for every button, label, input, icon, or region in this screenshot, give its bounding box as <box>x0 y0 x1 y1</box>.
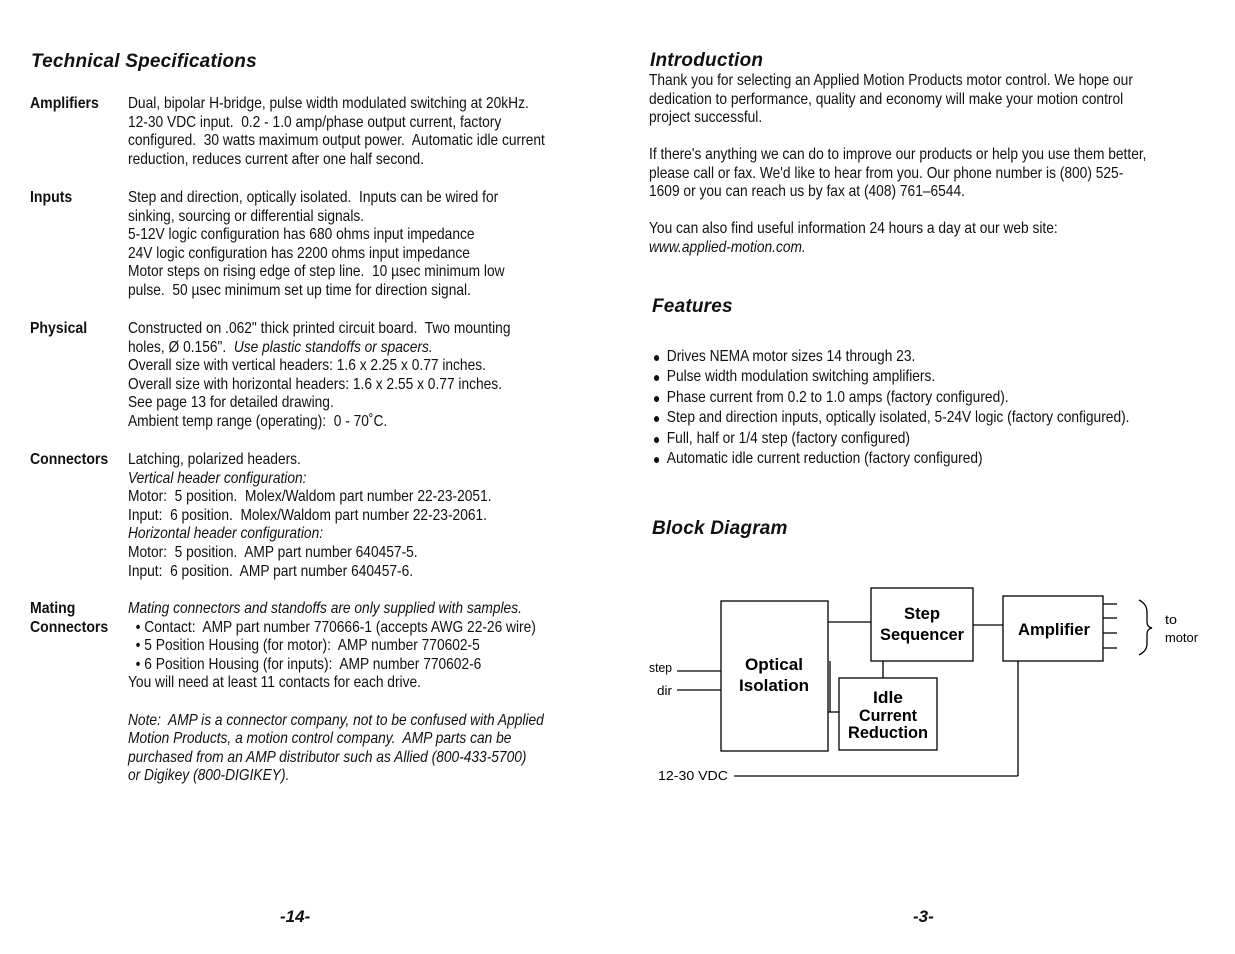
spec-line: Mating connectors and standoffs are only supplied with samples. <box>128 600 522 617</box>
spec-line: Ambient temp range (operating): 0 - 70˚C. <box>128 412 388 430</box>
spec-line: Overall size with horizontal headers: 1.6 x 2.55 x 0.77 inches. <box>128 375 503 393</box>
spec-line: Motor: 5 position. Molex/Waldom part number 22-23-2051. <box>128 488 492 506</box>
spec-line: Note: AMP is a connector company, not to be confused with Applied <box>128 711 544 729</box>
feature-item: ● Automatic idle current reduction (factory configured) <box>653 449 1130 469</box>
feature-item: ● Phase current from 0.2 to 1.0 amps (factory configured). <box>653 388 1130 408</box>
spec-text-physical <box>128 320 510 432</box>
page-number-left: -14- <box>280 907 311 926</box>
spec-line: Dual, bipolar H-bridge, pulse width modulated switching at 20kHz. <box>128 95 529 112</box>
spec-line: • 5 Position Housing (for motor): AMP number 770602-5 <box>128 637 480 655</box>
spec-line: purchased from an AMP distributor such as Allied (800-433-5700) <box>128 748 527 766</box>
web-url-link[interactable]: www.applied-motion.com. <box>649 238 806 256</box>
spec-line: holes, Ø 0.156". Use plastic standoffs or spacers. <box>128 338 433 356</box>
spec-line: 12-30 VDC input. 0.2 - 1.0 amp/phase output current, factory <box>128 113 502 131</box>
amplifier-label: Amplifier <box>1018 620 1091 639</box>
bullet-icon: ● <box>653 410 661 427</box>
spec-line: Motion Products, a motion control company. AMP parts can be <box>128 730 512 748</box>
spec-line: Input: 6 position. Molex/Waldom part number 22-23-2061. <box>128 506 487 524</box>
tech-spec-title: Technical Specifications <box>31 51 257 72</box>
spec-text-connectors <box>128 451 492 581</box>
spec-line: sinking, sourcing or differential signals. <box>128 207 365 225</box>
idle-label-1: Idle <box>873 688 903 707</box>
motor-label: motor <box>1165 630 1199 645</box>
sequencer-label-1: Step <box>904 604 940 623</box>
spec-text-inputs <box>128 189 505 301</box>
idle-label-3: Reduction <box>848 723 928 742</box>
right-page <box>617 0 1235 954</box>
spec-line: Overall size with vertical headers: 1.6 x 2.25 x 0.77 inches. <box>128 357 486 375</box>
spec-line: Motor steps on rising edge of step line. 10 µsec minimum low <box>128 263 505 281</box>
bullet-icon: ● <box>653 369 661 386</box>
spec-line: Step and direction, optically isolated. Inputs can be wired for <box>128 189 499 206</box>
feature-item: ● Pulse width modulation switching amplifiers. <box>653 367 1130 387</box>
spec-label-inputs: Inputs <box>30 189 73 206</box>
web-line: You can also find useful information 24 hours a day at our web site: <box>649 220 1058 237</box>
spec-line: Vertical header configuration: <box>128 469 307 487</box>
motor-brace <box>1139 600 1152 655</box>
spec-line: Latching, polarized headers. <box>128 451 301 468</box>
spec-label-physical: Physical <box>30 320 88 337</box>
contact-line: 1609 or you can reach us by fax at (408) 761–6544. <box>649 183 965 201</box>
bullet-icon: ● <box>653 389 661 406</box>
spec-label-connectors: Connectors <box>30 451 109 468</box>
spec-label-mating <box>30 600 108 637</box>
left-page <box>0 0 617 954</box>
page-number-right: -3- <box>913 907 934 926</box>
step-label: step <box>649 660 672 675</box>
feature-item: ● Full, half or 1/4 step (factory configured) <box>653 429 1130 449</box>
block-diagram <box>617 0 1235 954</box>
optical-label-1: Optical <box>745 655 803 674</box>
spec-line: Constructed on .062" thick printed circuit board. Two mounting <box>128 320 511 337</box>
spec-line: reduction, reduces current after one half second. <box>128 150 425 168</box>
spec-label-amplifiers: Amplifiers <box>30 95 99 112</box>
bullet-icon: ● <box>653 430 661 447</box>
vdc-label: 12-30 VDC <box>658 768 728 783</box>
spec-line: Horizontal header configuration: <box>128 525 324 543</box>
bullet-icon: ● <box>653 349 661 365</box>
mating-label-line2: Connectors <box>30 618 109 636</box>
dir-label: dir <box>657 683 673 698</box>
features-title: Features <box>652 296 733 317</box>
contact-line: If there's anything we can do to improve our products or help you use them better, <box>649 146 1147 163</box>
spec-line: 5-12V logic configuration has 680 ohms input impedance <box>128 226 475 244</box>
feature-item: ● Drives NEMA motor sizes 14 through 23. <box>653 347 1130 367</box>
spec-text-amplifiers <box>128 95 545 169</box>
sequencer-label-2: Sequencer <box>880 625 965 644</box>
spec-text-mating <box>128 600 544 786</box>
spec-line: You will need at least 11 contacts for each drive. <box>128 674 421 692</box>
intro-line: project successful. <box>649 109 763 127</box>
feature-item: ● Step and direction inputs, optically isolated, 5-24V logic (factory configured). <box>653 408 1130 428</box>
intro-line: dedication to performance, quality and economy will make your motion control <box>649 90 1124 108</box>
spec-line: 24V logic configuration has 2200 ohms input impedance <box>128 244 470 262</box>
optical-label-2: Isolation <box>739 676 809 695</box>
to-label: to <box>1165 612 1177 627</box>
spec-line: Motor: 5 position. AMP part number 640457-5. <box>128 543 418 561</box>
spec-line: or Digikey (800-DIGIKEY). <box>128 767 290 785</box>
spec-line: • 6 Position Housing (for inputs): AMP number 770602-6 <box>128 655 482 673</box>
mating-label-line1: Mating <box>30 600 76 617</box>
spec-line: See page 13 for detailed drawing. <box>128 394 334 412</box>
spec-line <box>128 693 544 712</box>
intro-title: Introduction <box>650 50 764 71</box>
idle-label-2: Current <box>859 706 918 725</box>
spec-line: pulse. 50 µsec minimum set up time for direction signal. <box>128 281 471 299</box>
contact-line: please call or fax. We'd like to hear from you. Our phone number is (800) 525- <box>649 164 1124 182</box>
spec-line: Input: 6 position. AMP part number 640457-6. <box>128 562 414 580</box>
intro-line: Thank you for selecting an Applied Motion Products motor control. We hope our <box>649 72 1133 89</box>
bullet-icon: ● <box>653 451 661 468</box>
spec-line: configured. 30 watts maximum output power. Automatic idle current <box>128 132 545 150</box>
spec-line: • Contact: AMP part number 770666-1 (accepts AWG 22-26 wire) <box>128 618 536 636</box>
block-diagram-title: Block Diagram <box>652 518 788 539</box>
